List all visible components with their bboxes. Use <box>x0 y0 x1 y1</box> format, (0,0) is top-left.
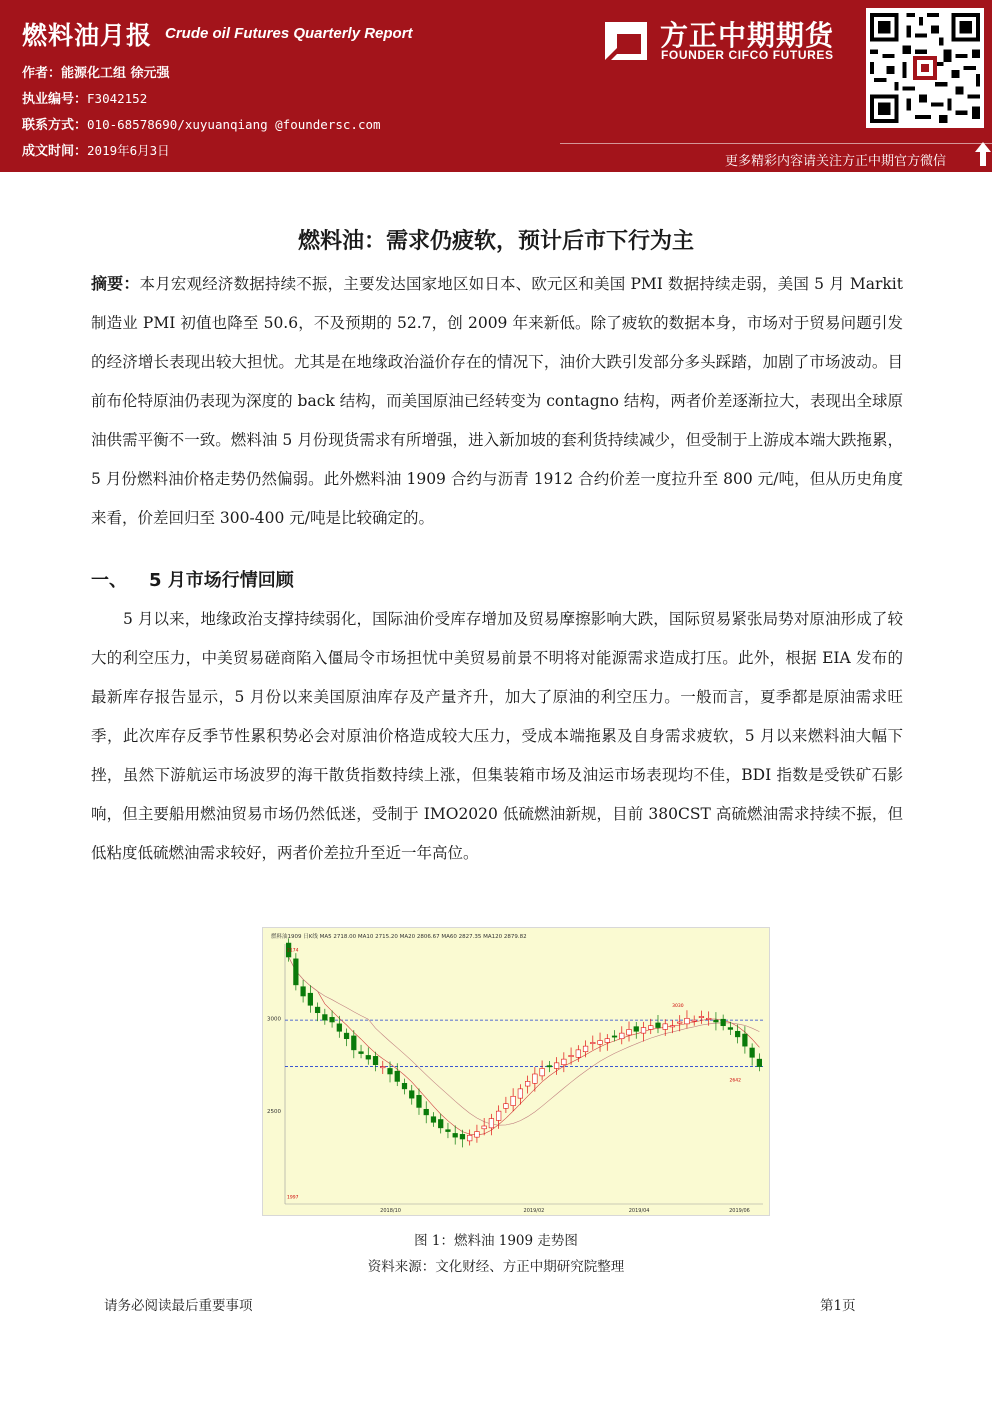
contact-value[interactable]: 010-68578690/xuyuanqiang @foundersc.com <box>87 117 381 132</box>
chart-legend: 燃料油1909 日K线 MA5 2718.00 MA10 2715.20 MA20 2806.67 MA60 2827.35 MA120 2879.82 <box>271 934 527 940</box>
candle-body <box>460 1134 465 1139</box>
candle-body <box>670 1026 675 1027</box>
candle-body <box>728 1028 733 1030</box>
price-annotation: 1997 <box>287 1195 299 1201</box>
price-annotation: 3030 <box>672 1004 684 1010</box>
candle-body <box>692 1020 697 1021</box>
page-number: 第1页 <box>820 1298 856 1314</box>
candle-body <box>533 1074 538 1083</box>
candle-body <box>598 1041 603 1045</box>
candle-body <box>562 1059 567 1065</box>
figure-caption: 图 1：燃料油 1909 走势图 <box>414 1233 578 1249</box>
page-title: 燃料油：需求仍疲软，预计后市下行为主 <box>297 228 694 254</box>
candle-body <box>467 1135 472 1141</box>
candle-body <box>388 1068 393 1074</box>
candle-body <box>431 1117 436 1123</box>
candle-body <box>677 1022 682 1023</box>
candle-body <box>482 1126 487 1129</box>
candle-body <box>547 1066 552 1067</box>
candle-body <box>496 1111 501 1120</box>
candle-body <box>554 1063 559 1069</box>
candle-body <box>685 1018 690 1024</box>
candle-body <box>475 1132 480 1138</box>
candle-body <box>424 1109 429 1115</box>
author-label: 作者： <box>22 66 62 81</box>
candle-body <box>757 1059 762 1066</box>
license-line <box>22 88 147 107</box>
candle-body <box>337 1024 342 1031</box>
candle-body <box>330 1017 335 1022</box>
candle-body <box>438 1120 443 1128</box>
candle-body <box>743 1034 748 1046</box>
date-label: 成文时间： <box>22 144 88 159</box>
candle-body <box>721 1019 726 1025</box>
footer-notice: 请务必阅读最后重要事项 <box>104 1298 253 1314</box>
candle-body <box>735 1031 740 1037</box>
candle-body <box>301 987 306 996</box>
candle-body <box>605 1039 610 1043</box>
candle-body <box>504 1104 509 1109</box>
summary-label: 摘要： <box>91 274 140 293</box>
x-tick-label: 2019/02 <box>523 1208 545 1214</box>
candle-body <box>294 959 299 985</box>
report-title-cn: 燃料油月报 <box>22 21 153 50</box>
candle-body <box>590 1042 595 1043</box>
candle-body <box>308 993 313 1005</box>
candle-body <box>453 1133 458 1137</box>
candle-body <box>641 1028 646 1034</box>
candle-body <box>380 1067 385 1068</box>
candle-body <box>525 1081 530 1086</box>
date-line <box>22 140 170 159</box>
candle-body <box>699 1016 704 1017</box>
brand-name-en: FOUNDER CIFCO FUTURES <box>661 48 834 62</box>
candle-body <box>612 1036 617 1037</box>
x-tick-label: 2019/04 <box>628 1208 650 1214</box>
founder-logo-icon <box>603 20 649 62</box>
qr-code-icon <box>866 8 984 128</box>
candle-body <box>395 1071 400 1081</box>
section1-paragraph: 5 月以来，地缘政治支撑持续弱化，国际油价受库存增加及贸易摩擦影响大跌，国际贸易紧张局势对原油形成了较大的利空压力，中美贸易磋商陷入僵局令市场担忧中美贸易前景不明将对能源需求造成打压。此外，根据 EIA 发布的最新库存报告显示，5 月份以来美国原油库存及产量齐升，加大了原油的利空压力。一般而言，夏季都是原油需求旺季，此次库存反季节性累积势必会对原油价格造成较大压力，受成本端拖累及自身需求疲软，5 月以来燃料油大幅下挫，虽然下游航运市场波罗的海干散货指数持续上涨，但集装箱市场及油运市场表现均不佳，BDI 指数是受铁矿石影响，但主要船用燃油贸易市场仍然低迷，受制于 IMO2020 低硫燃油新规，目前 380CST 高硫燃油需求持续不振，但低粘度低硫燃油需求较好，两者价差拉升至近一年高位。 <box>91 610 903 862</box>
candle-body <box>714 1020 719 1022</box>
candle-body <box>750 1048 755 1057</box>
candle-body <box>344 1033 349 1039</box>
candle-body <box>663 1024 668 1030</box>
wechat-follow-note: 更多精彩内容请关注方正中期官方微信 <box>725 154 947 169</box>
candle-body <box>417 1095 422 1107</box>
candle-body <box>359 1052 364 1054</box>
candle-body <box>540 1068 545 1075</box>
summary-text: 本月宏观经济数据持续不振，主要发达国家地区如日本、欧元区和美国 PMI 数据持续走弱，美国 5 月 Markit 制造业 PMI 初值也降至 50.6，不及预期的 52.7，创 2009 年来新低。除了疲软的数据本身，市场对于贸易问题引发的经济增长表现出较大担忧。尤其是在地缘政治溢价存在的情况下，油价大跌引发部分多头踩踏，加剧了市场波动。目前布伦特原油仍表现为深度的 back 结构，而美国原油已经转变为 contagno 结构，两者价差逐渐拉大，表现出全球原油供需平衡不一致。燃料油 5 月份现货需求有所增强，进入新加坡的套利货持续减少，但受制于上游成本端大跌拖累，5 月份燃料油价格走势仍然偏弱。此外燃料油 1909 合约与沥青 1912 合约价差一度拉升至 800 元/吨，但从历史角度来看，价差回归至 300-400 元/吨是比较确定的。 <box>91 275 903 527</box>
candle-body <box>351 1036 356 1050</box>
candle-body <box>373 1056 378 1064</box>
price-annotation: 2174 <box>287 948 299 954</box>
report-header <box>0 0 992 172</box>
license-label: 执业编号： <box>22 92 88 107</box>
contact-label: 联系方式： <box>22 118 88 133</box>
candle-body <box>323 1015 328 1021</box>
license-value: F3042152 <box>87 91 148 106</box>
moving-average-line <box>289 957 760 1135</box>
report-title-en: Crude oil Futures Quarterly Report <box>165 25 413 42</box>
candle-body <box>315 1007 320 1013</box>
candle-body <box>409 1091 414 1098</box>
candle-body <box>402 1083 407 1089</box>
price-annotation: 2642 <box>729 1078 741 1084</box>
candle-body <box>627 1029 632 1035</box>
brand-name-cn: 方正中期期货 <box>660 19 835 52</box>
candle-body <box>634 1027 639 1032</box>
summary-paragraph <box>91 264 903 538</box>
author-line <box>22 62 170 81</box>
candle-body <box>489 1119 494 1128</box>
contact-line <box>22 114 381 133</box>
header-divider <box>560 143 992 144</box>
y-tick-label: 2500 <box>267 1109 281 1116</box>
candle-body <box>446 1130 451 1132</box>
fuel-oil-1909-chart <box>262 927 770 1216</box>
author-value: 能源化工组 徐元强 <box>61 66 170 81</box>
arrow-up-icon <box>974 140 992 168</box>
figure-source: 资料来源：文化财经、方正中期研究院整理 <box>367 1259 625 1275</box>
candlestick-chart-svg <box>263 928 769 1215</box>
candle-body <box>656 1023 661 1028</box>
x-tick-label: 2019/06 <box>729 1208 750 1214</box>
candle-body <box>518 1089 523 1098</box>
section-title: 5 月市场行情回顾 <box>149 570 294 591</box>
date-value: 2019年6月3日 <box>87 143 170 158</box>
candle-body <box>366 1055 371 1059</box>
candle-body <box>619 1033 624 1039</box>
x-tick-label: 2018/10 <box>380 1208 401 1214</box>
candle-body <box>511 1096 516 1105</box>
candle-body <box>706 1018 711 1019</box>
section-heading-1 <box>91 566 294 592</box>
candle-body <box>576 1050 581 1057</box>
candle-body <box>569 1055 574 1056</box>
section-number: 一、 <box>91 570 127 591</box>
candle-body <box>648 1026 653 1030</box>
candle-body <box>583 1046 588 1052</box>
y-tick-label: 3000 <box>267 1016 281 1023</box>
